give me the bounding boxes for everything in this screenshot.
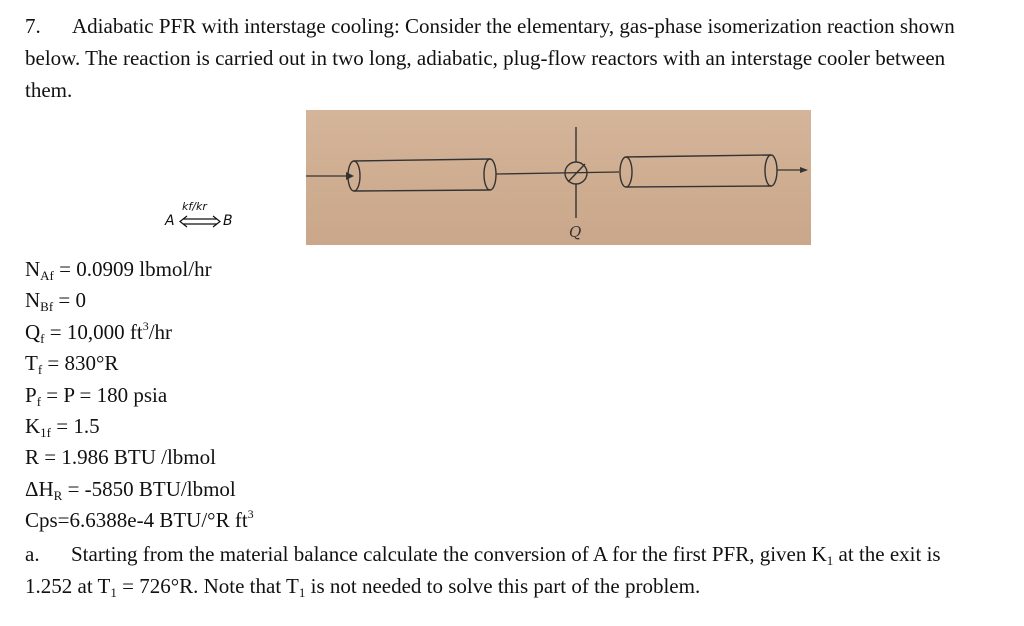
param-naf: $N_{Af} = 0.0909$ lbmol/hr <box>25 257 212 283</box>
product-label: B <box>223 213 233 229</box>
question-text: Adiabatic PFR with interstage cooling: Consider the elementary, gas-phase isomerization reaction shown below. The reaction is carried out in two long, adiabatic, plug-flow reactors with an interstage cooler between them. <box>25 14 955 102</box>
outlet-arrow <box>800 167 808 173</box>
param-pf: $P_f = P = 180$ psia <box>25 382 168 409</box>
reactant-label: A <box>165 213 175 229</box>
reactor-2 <box>620 155 777 187</box>
part-a: a. Starting from the material balance calculate the conversion of A for the first PFR, given $K_1$ at the exit is 1.252 at $T_1 = 726^\circ R$. Note that $T_1$ is not needed to solve this part of the problem. <box>25 538 985 602</box>
equilibrium-arrow-icon <box>178 215 222 229</box>
reactor-1 <box>348 159 496 191</box>
param-r: R = 1.986 BTU /lbmol <box>25 445 216 470</box>
param-tf: $T_f = 830^\circ R$ <box>25 351 119 378</box>
param-k1f: $K_{1f} = 1.5$ <box>25 414 100 441</box>
param-nbf: $N_{Bf} = 0$ <box>25 288 87 315</box>
part-a-label: a. <box>25 542 40 566</box>
param-qf: $Q_f = 10,000$ $ft^3/hr$ <box>25 318 173 346</box>
param-cps: Cps=6.6388e-4 BTU/°R $ft^3$ <box>25 507 254 533</box>
reaction-equation <box>165 200 245 234</box>
inlet-arrow <box>346 172 354 180</box>
rate-constant-label: kf/kr <box>182 200 207 213</box>
question-number: 7. <box>25 14 41 38</box>
parameter-list <box>25 254 254 537</box>
reactor-sketch <box>306 110 811 245</box>
param-dhr: $\Delta H_R = -5850$ BTU/lbmol <box>25 476 236 503</box>
reactor-photo <box>306 110 811 245</box>
question-text-block <box>25 10 985 106</box>
interstage-line <box>496 172 619 174</box>
heat-label: Q <box>569 223 582 241</box>
